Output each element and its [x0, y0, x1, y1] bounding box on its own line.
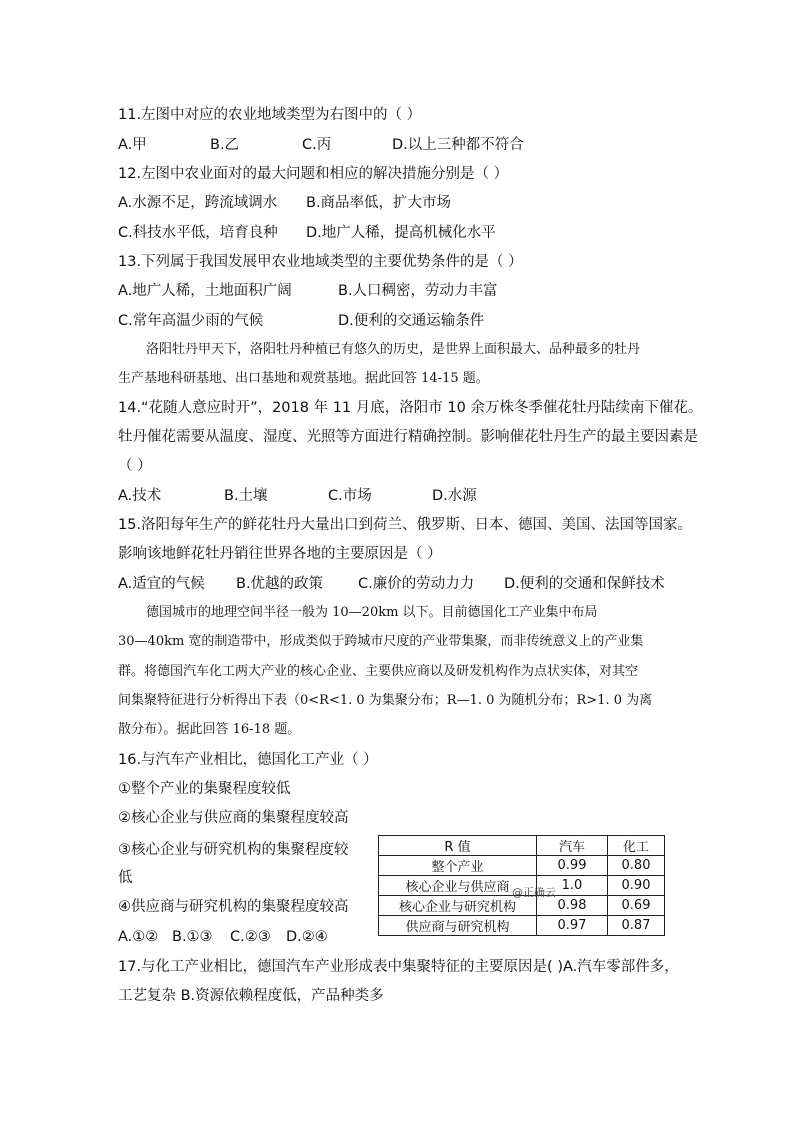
- table-header-cell: R 值: [379, 836, 537, 856]
- q11-option-c: C.丙: [302, 137, 332, 153]
- table-cell: 1.0: [537, 876, 608, 896]
- q11-stem: 11.左图中对应的农业地域类型为右图中的（ ）: [118, 107, 422, 123]
- q11-option-b: B.乙: [210, 137, 240, 153]
- q15-option-b: B.优越的政策: [236, 576, 324, 592]
- table-cell: 核心企业与研究机构: [379, 896, 537, 916]
- table-cell: 0.80: [608, 856, 665, 876]
- q14-option-c: C.市场: [328, 488, 372, 504]
- q16-option-d: D.②④: [286, 929, 328, 945]
- table-row: [379, 916, 665, 936]
- passage2-line-5: 散分布）。据此回答 16-18 题。: [118, 722, 301, 737]
- watermark: @正确云: [512, 886, 556, 899]
- q16-item-1: ①整个产业的集聚程度较低: [118, 781, 291, 797]
- q14-option-b: B.土壤: [224, 488, 268, 504]
- passage1-line-1: 洛阳牡丹甲天下，洛阳牡丹种植已有悠久的历史，是世界上面积最大、品种最多的牡丹: [146, 342, 641, 357]
- q13-option-c: C.常年高温少雨的气候: [118, 313, 264, 329]
- q16-option-c: C.②③: [230, 929, 271, 945]
- passage2-line-3: 群。将德国汽车化工两大产业的核心企业、主要供应商以及研发机构作为点状实体，对其空: [118, 664, 639, 679]
- table-header-cell: 化工: [608, 836, 665, 856]
- q15-stem-line-2: 影响该地鲜花牡丹销往世界各地的主要原因是（ ）: [118, 546, 442, 562]
- q12-option-a: A.水源不足，跨流域调水: [118, 195, 278, 211]
- q16-item-3-cont: 低: [118, 870, 133, 886]
- table-cell: 核心企业与供应商: [379, 876, 537, 896]
- q16-option-a: A.①②: [118, 929, 159, 945]
- table-cell: 0.97: [537, 916, 608, 936]
- passage2-line-2: 30—40km 宽的制造带中，形成类似于跨城市尺度的产业带集聚，而非传统意义上的产业集: [118, 634, 644, 649]
- passage2-line-1: 德国城市的地理空间半径一般为 10—20km 以下。目前德国化工产业集中布局: [146, 605, 598, 620]
- q13-option-d: D.便利的交通运输条件: [338, 313, 485, 329]
- q15-option-a: A.适宜的气候: [118, 576, 205, 592]
- q16-stem: 16.与汽车产业相比，德国化工产业（ ）: [118, 752, 378, 768]
- q12-option-b: B.商品率低，扩大市场: [306, 195, 452, 211]
- q13-option-a: A.地广人稀，土地面积广阔: [118, 283, 292, 299]
- q12-option-d: D.地广人稀，提高机械化水平: [306, 225, 496, 241]
- table-cell: 供应商与研究机构: [379, 916, 537, 936]
- q14-option-a: A.技术: [118, 488, 162, 504]
- q11-option-a: A.甲: [118, 137, 147, 153]
- table-cell: 0.69: [608, 896, 665, 916]
- table-cell: 0.98: [537, 896, 608, 916]
- q12-stem: 12.左图中农业面对的最大问题和相应的解决措施分别是（ ）: [118, 166, 509, 182]
- table-cell: 0.87: [608, 916, 665, 936]
- q12-option-c: C.科技水平低，培育良种: [118, 225, 278, 241]
- q17-stem-line-2: 工艺复杂 B.资源依赖程度低，产品种类多: [118, 988, 384, 1004]
- table-cell: 整个产业: [379, 856, 537, 876]
- q16-item-4: ④供应商与研究机构的集聚程度较高: [118, 899, 349, 915]
- table-cell: 0.90: [608, 876, 665, 896]
- q15-option-c: C.廉价的劳动力力: [358, 576, 475, 592]
- passage1-line-2: 生产基地科研基地、出口基地和观赏基地。据此回答 14-15 题。: [118, 371, 489, 386]
- table-header-row: [379, 836, 665, 856]
- q15-option-d: D.便利的交通和保鲜技术: [504, 576, 665, 592]
- q16-item-3: ③核心企业与研究机构的集聚程度较: [118, 842, 349, 858]
- q15-stem-line-1: 15.洛阳每年生产的鲜花牡丹大量出口到荷兰、俄罗斯、日本、德国、美国、法国等国家。: [118, 517, 693, 533]
- q14-stem-line-3: （ ）: [118, 458, 152, 474]
- q11-option-d: D.以上三种都不符合: [392, 137, 524, 153]
- q16-option-b: B.①③: [172, 929, 213, 945]
- q14-stem-line-2: 牡丹催花需要从温度、湿度、光照等方面进行精确控制。影响催花牡丹生产的最主要因素是: [118, 429, 698, 445]
- table-row: [379, 856, 665, 876]
- q14-stem-line-1: 14.“花随人意应时开”，2018 年 11 月底，洛阳市 10 余万株冬季催花牡丹陆续南下催花。: [118, 400, 703, 416]
- table-cell: 0.99: [537, 856, 608, 876]
- table-header-cell: 汽车: [537, 836, 608, 856]
- q17-stem-line-1: 17.与化工产业相比，德国汽车产业形成表中集聚特征的主要原因是( )A.汽车零部件多，: [118, 959, 679, 975]
- q13-option-b: B.人口稠密，劳动力丰富: [338, 283, 498, 299]
- q16-item-2: ②核心企业与供应商的集聚程度较高: [118, 810, 349, 826]
- passage2-line-4: 间集聚特征进行分析得出下表（0<R<1. 0 为集聚分布；R—1. 0 为随机分布；R>1. 0 为离: [118, 693, 653, 708]
- q13-stem: 13.下列属于我国发展甲农业地域类型的主要优势条件的是（ ）: [118, 254, 523, 270]
- q14-option-d: D.水源: [432, 488, 477, 504]
